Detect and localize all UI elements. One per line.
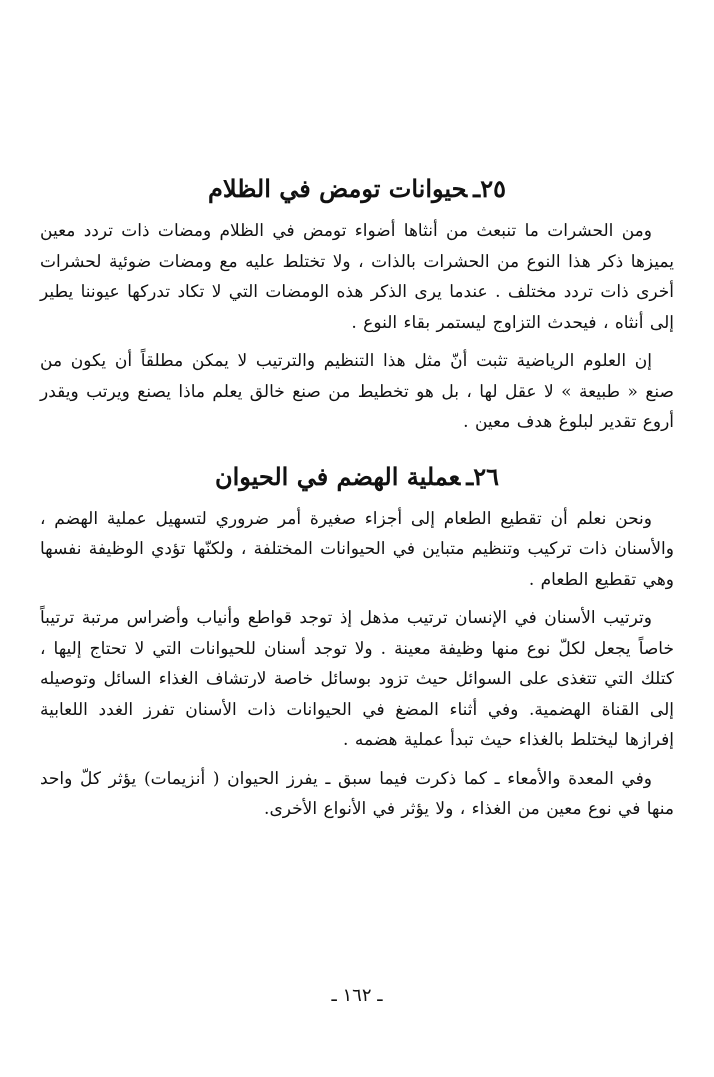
paragraph: وفي المعدة والأمعاء ـ كما ذكرت فيما سبق ـ يفرز الحيوان ( أنزيمات) يؤثر كلّ واحد منها في نوع معين من الغذاء ، ولا يؤثر في الأنواع الأخرى.	[40, 768, 674, 819]
section-title-26	[40, 458, 674, 496]
section-number: ٢٥ـ	[473, 174, 506, 203]
section-title-25	[40, 170, 674, 208]
section-heading-text: عملية الهضم في الحيوان	[214, 461, 461, 491]
paragraph-gap	[40, 595, 674, 603]
paragraph: ومن الحشرات ما تنبعث من أنثاها أضواء تومض في الظلام ومضات ذات تردد معين يميزها ذكر هذا النوع من الحشرات بالذات ، ولا تختلط عليه مع ومضات ضوئية لحشرات أخرى ذات تردد مختلف . عندما يرى الذكر هذه الومضات التي لا تكاد تدركها عيوننا يطير إلى أنثاه ، فيحدث التزاوج ليستمر بقاء النوع .	[40, 221, 674, 333]
paragraph: ونحن نعلم أن تقطيع الطعام إلى أجزاء صغيرة أمر ضروري لتسهيل عملية الهضم ، والأسنان ذات تركيب وتنظيم متباين في الحيوانات المختلفة ، ولكنّها تؤدي الوظيفة نفسها وهي تقطيع الطعام .	[40, 508, 674, 590]
paragraph: وترتيب الأسنان في الإنسان ترتيب مذهل إذ توجد قواطع وأنياب وأضراس مرتبة ترتيباً خاصاً يجعل لكلّ نوع منها وظيفة معينة . ولا توجد أسنان للحيوانات التي لا تحتاج إليها ، كتلك التي تتغذى على السوائل حيث تزود بوسائل خاصة لارتشاف الغذاء السائل وتوصيله إلى القناة الهضمية. وفي أثناء المضغ في الحيوانات ذات الأسنان تفرز الغدد اللعابية إفرازها ليختلط بالغذاء حيث تبدأ عملية هضمه .	[40, 608, 674, 750]
page-number: ـ ١٦٢ ـ	[331, 985, 383, 1006]
paragraph: إن العلوم الرياضية تثبت أنّ مثل هذا التنظيم والترتيب لا يمكن مطلقاً أن يكون من صنع « طبيعة » لا عقل لها ، بل هو تخطيط من صنع خالق يعلم ماذا يصنع ويرتب ويقدر أروع تقدير لبلوغ هدف معين .	[40, 351, 674, 432]
paragraph-gap	[40, 756, 674, 764]
section-number: ٢٦ـ	[466, 461, 500, 491]
paragraph-gap	[40, 338, 674, 346]
section-heading-text: حيوانات تومض في الظلام	[208, 174, 468, 203]
section-gap	[40, 438, 674, 458]
